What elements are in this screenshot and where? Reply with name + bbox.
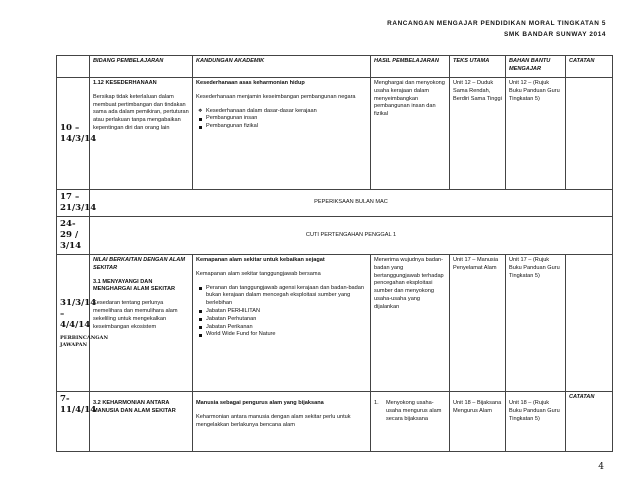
week-date: 10 – 14/3/14 (57, 78, 90, 190)
bidang-heading: NILAI BERKAITAN DENGAN ALAM SEKITAR (93, 257, 185, 271)
header-cell-hasil: HASIL PEMBELAJARAN (371, 56, 450, 78)
bahan-cell: Unit 12 – (Rujuk Buku Panduan Guru Tingkatan 5) (506, 78, 566, 190)
list-item: Jabatan Perhutanan (206, 316, 367, 324)
kandungan-text: Kemapanan alam sekitar tanggungjawab bersama (196, 270, 321, 277)
list-item: ❖ Kesederhanaan dalam dasar-dasar kerajaan (206, 108, 367, 116)
table-row (57, 217, 613, 255)
table-row (57, 78, 613, 190)
kandungan-cell (193, 392, 371, 452)
bidang-title: 3.2 KEHARMONIAN ANTARA MANUSIA DAN ALAM SEKITAR (93, 400, 176, 414)
bidang-cell (90, 392, 193, 452)
lesson-plan-table (56, 55, 613, 452)
bahan-cell (506, 392, 566, 452)
list-item: Pembangunan fizikal (206, 123, 367, 131)
bidang-cell (90, 255, 193, 392)
week-date: 17 – 21/3/14 (57, 190, 90, 217)
bidang-title: 3.1 MENYAYANGI DAN MENGHARGAI ALAM SEKITAR (93, 278, 176, 293)
hasil-cell: Menerima wujudnya badan-badan yang bertanggungjawab terhadap pencegahan eksploitasi sumber dan menyokong usaha-usaha yang dijalankan (371, 255, 450, 392)
hasil-cell: Menghargai dan menyokong usaha kerajaan dalam menyeimbangkan pembangunan insan dan fizikal (371, 78, 450, 190)
kandungan-title: Kesederhanaan asas keharmonian hidup (196, 80, 305, 86)
header-cell-catatan: CATATAN (566, 56, 613, 78)
bidang-cell (90, 78, 193, 190)
list-item: Jabatan PERHILITAN (206, 308, 367, 316)
header-cell-bidang: BIDANG PEMBELAJARAN (90, 56, 193, 78)
bidang-text: Kesedaran tentang perlunya memelihara dan memulihara alam sekeliling untuk mengekalkan keseimbangan ekosistem (93, 300, 178, 330)
hasil-cell (371, 392, 450, 452)
document-title: RANCANGAN MENGAJAR PENDIDIKAN MORAL TINGKATAN 5 (387, 20, 606, 27)
week-date: 7-11/4/14 (57, 392, 90, 452)
week-date: 24-29 / 3/14 (57, 217, 90, 255)
week-date: 31/3/14 – 4/4/14 (60, 297, 97, 330)
kandungan-title: Kemapanan alam sekitar untuk kebaikan sejagat (196, 257, 325, 263)
catatan-cell (566, 78, 613, 190)
school-name: SMK BANDAR SUNWAY 2014 (504, 31, 606, 38)
bidang-title: 1.12 KESEDERHANAAN (93, 80, 157, 86)
header-cell-teks: TEKS UTAMA (450, 56, 506, 78)
table-row (57, 190, 613, 217)
header-cell-bahan: BAHAN BANTU MENGAJAR (506, 56, 566, 78)
bidang-text: Bersikap tidak keterlaluan dalam membuat pertimbangan dan tindakan sama ada dalam pemikiran, pertuturan atau perlakuan tanpa mengabaikan kepentingan diri dan orang lain (93, 93, 189, 131)
kandungan-title: Manusia sebagai pengurus alam yang bijaksana (196, 400, 324, 406)
week-note: PERBINCANGAN JAWAPAN (60, 334, 109, 348)
catatan-cell: CATATAN (566, 392, 613, 452)
list-item: Pembangunan insan (206, 115, 367, 123)
list-item: Jabatan Perikanan (206, 324, 367, 332)
kandungan-cell (193, 78, 371, 190)
kandungan-text: Kesederhanaan menjamin keseimbangan pembangunan negara (196, 93, 356, 100)
exam-notice: PEPERIKSAAN BULAN MAC (90, 190, 613, 217)
page-number: 4 (598, 462, 604, 472)
table-row (57, 255, 613, 392)
bahan-cell: Unit 17 – (Rujuk Buku Panduan Guru Tingkatan 5) (506, 255, 566, 392)
header-cell-date (57, 56, 90, 78)
hasil-text: Menyokong usaha-usaha mengurus alam secara bijaksana (386, 400, 442, 422)
bahan-text: Unit 18 – (Rujuk Buku Panduan Guru Tingkatan 5) (509, 400, 560, 422)
table-row (57, 392, 613, 452)
teks-cell: Unit 12 – Duduk Sama Rendah, Berdiri Sama Tinggi (450, 78, 506, 190)
kandungan-text: Keharmonian antara manusia dengan alam sekitar perlu untuk mengelakkan berlakunya bencana alam (196, 413, 351, 428)
teks-cell (450, 392, 506, 452)
table-header-row (57, 56, 613, 78)
week-cell (57, 255, 109, 392)
kandungan-cell (193, 255, 371, 392)
teks-cell: Unit 17 – Manusia Penyelamat Alam (450, 255, 506, 392)
holiday-notice: CUTI PERTENGAHAN PENGGAL 1 (90, 217, 613, 255)
header-cell-kandungan: KANDUNGAN AKADEMIK (193, 56, 371, 78)
list-item: World Wide Fund for Nature (206, 331, 367, 339)
teks-text: Unit 18 – Bijaksana Mengurus Alam (453, 400, 502, 414)
list-item: Peranan dan tanggungjawab agensi kerajaan dan badan-badan bukan kerajaan dalam mencegah eksploitasi sumber yang berlebihan (206, 285, 367, 308)
list-number: 1. (374, 400, 379, 406)
catatan-cell (566, 255, 613, 392)
